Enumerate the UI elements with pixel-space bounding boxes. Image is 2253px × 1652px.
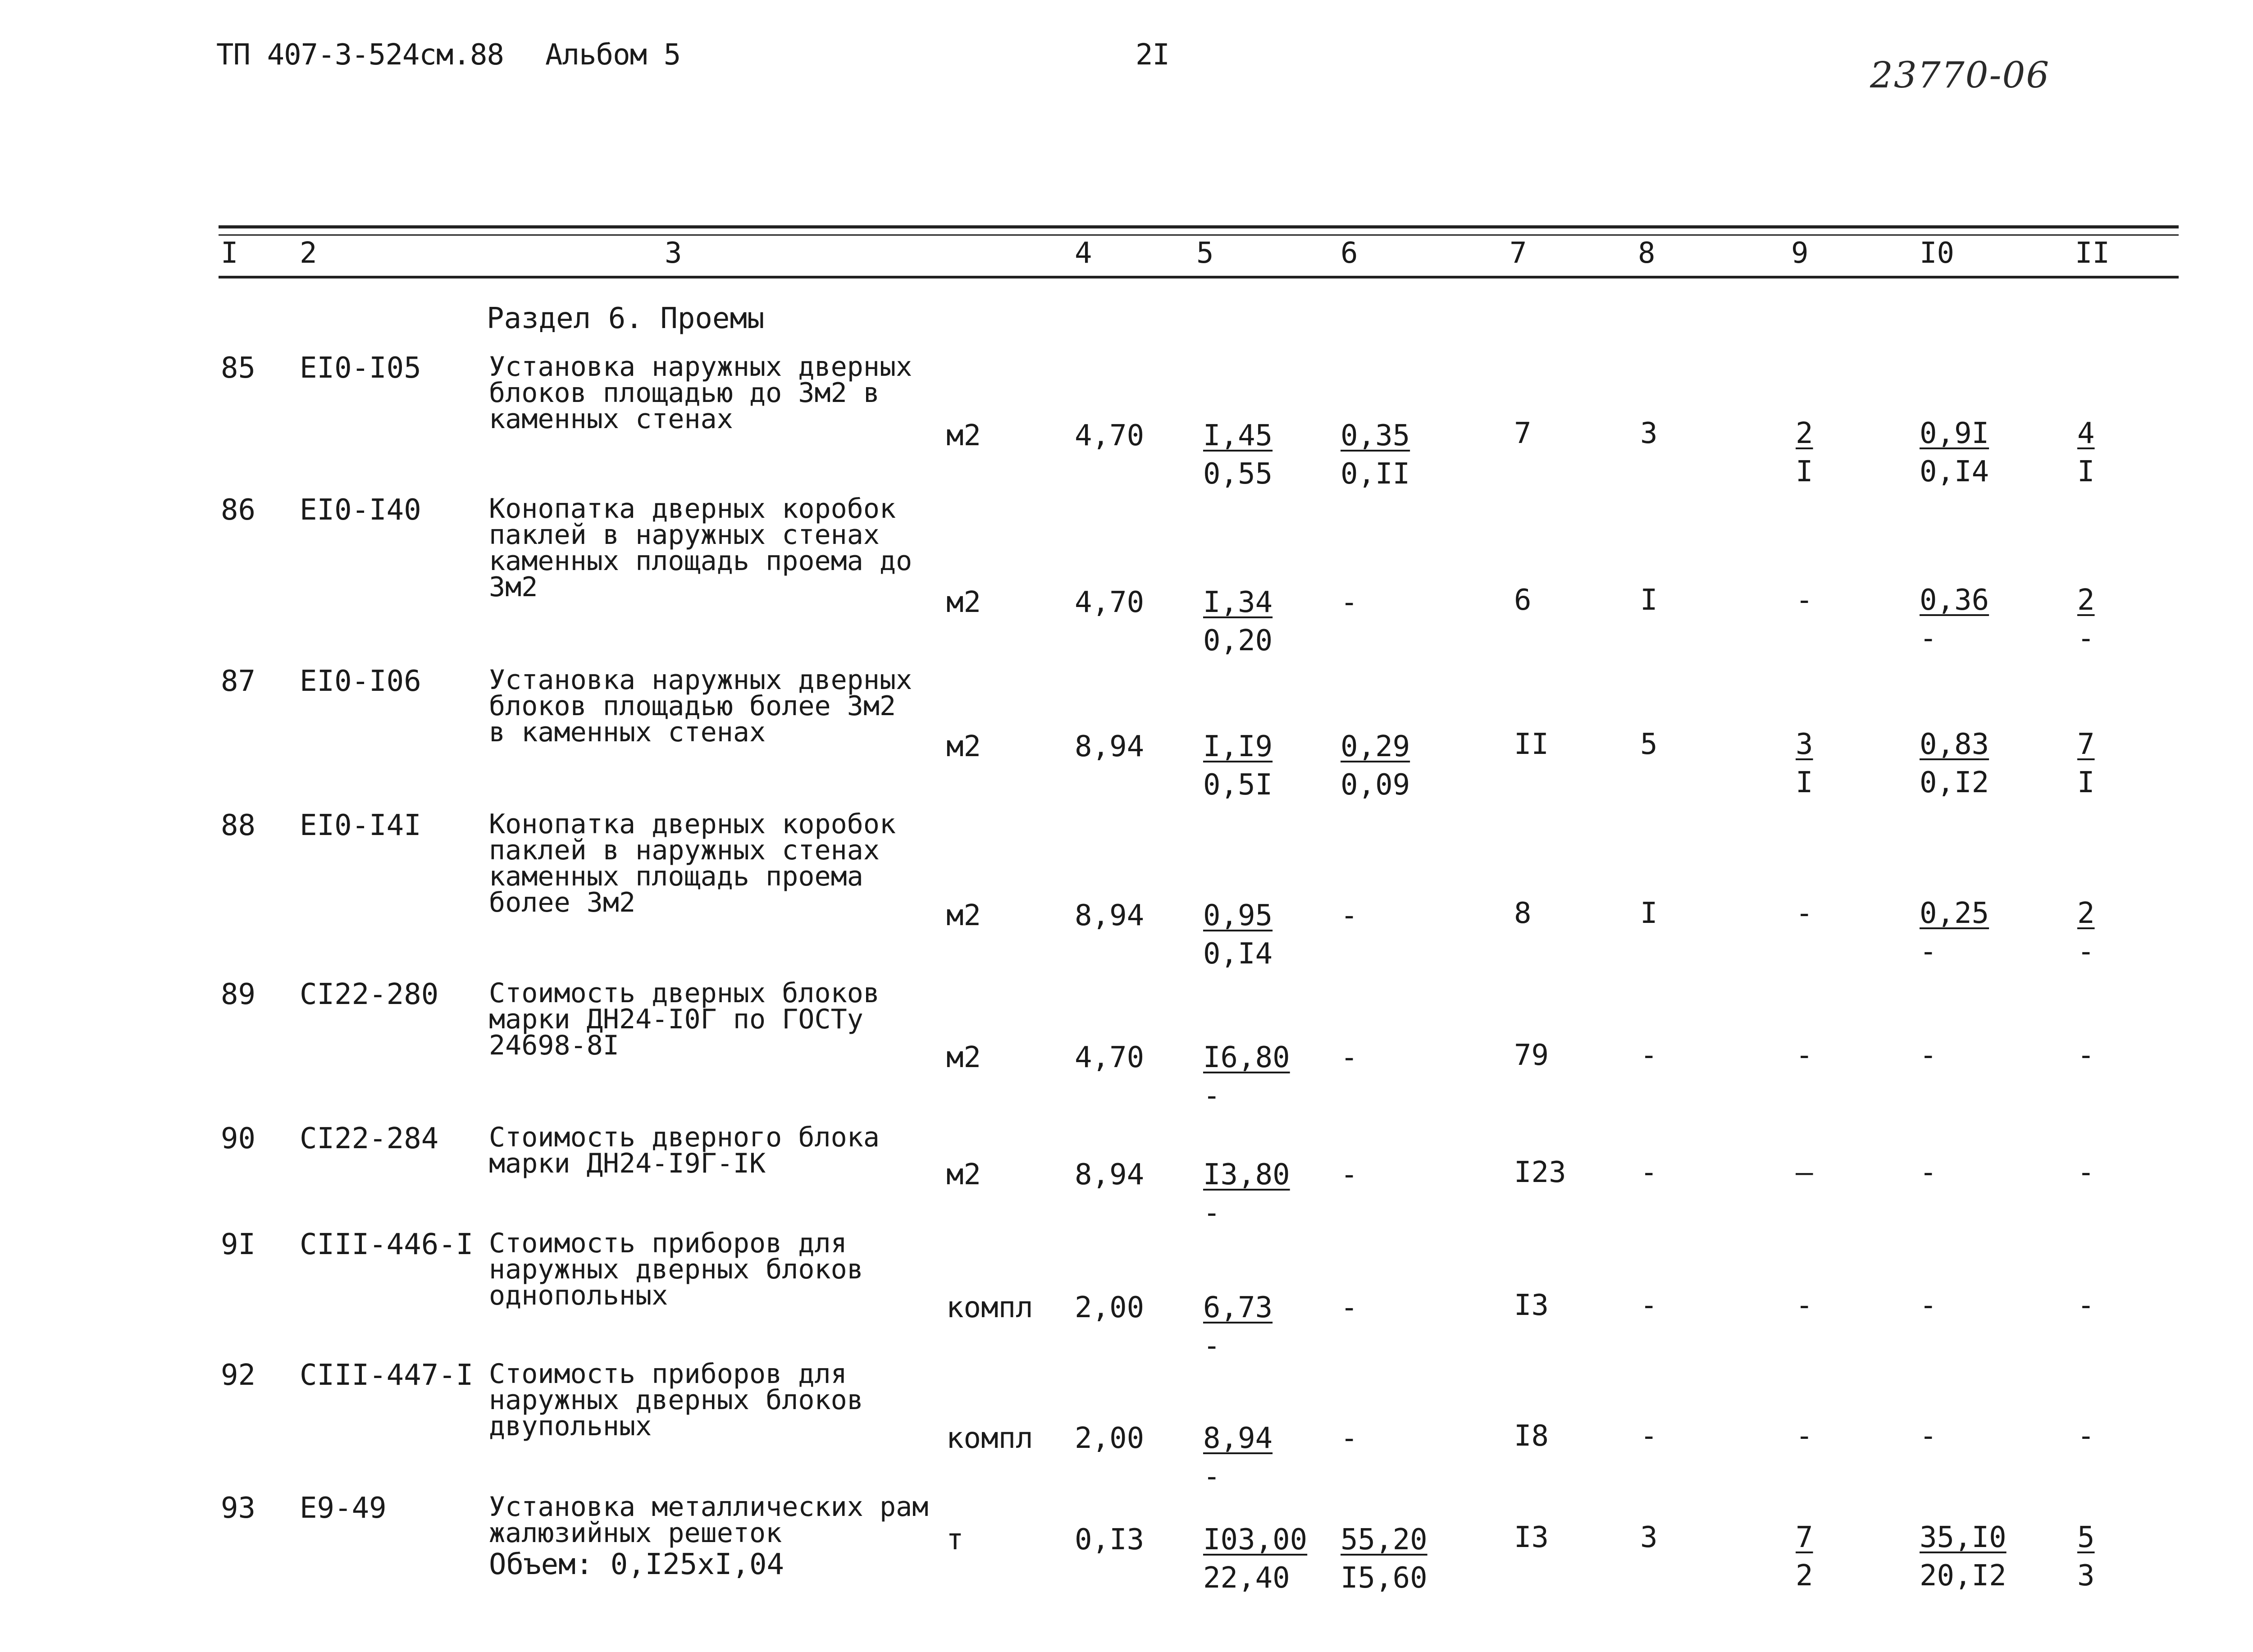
col10-top: 0,83 (1920, 728, 1989, 761)
col8-value: 3 (1640, 1521, 1658, 1554)
work-description-line: Установка металлических рам (489, 1491, 929, 1523)
quantity: 2,00 (1075, 1422, 1145, 1455)
col5-top: I3,80 (1203, 1158, 1290, 1191)
col11-bottom: I (2077, 455, 2095, 488)
work-description-line: Установка наружных дверных (489, 351, 912, 383)
col8-value: - (1640, 1419, 1658, 1453)
col11-top: - (2077, 1419, 2095, 1453)
col9-top: 7 (1796, 1521, 1813, 1554)
work-description-line: в каменных стенах (489, 716, 766, 748)
col11-top: - (2077, 1156, 2095, 1189)
rate-code: CIII-447-I (300, 1359, 474, 1392)
col6-bottom: I5,60 (1341, 1561, 1428, 1595)
col7-value: 8 (1514, 897, 1532, 930)
unit-of-measure: компл (946, 1291, 1033, 1324)
unit-of-measure: м2 (946, 899, 981, 932)
work-description-line: блоков площадью более 3м2 (489, 690, 896, 722)
col9-top: - (1796, 584, 1813, 617)
col6-top: - (1341, 1158, 1358, 1191)
col9-bottom: 2 (1796, 1559, 1813, 1593)
work-description-line: Стоимость приборов для (489, 1228, 847, 1259)
col5-top: I,I9 (1203, 730, 1273, 763)
col9-top: - (1796, 1039, 1813, 1072)
work-description-line: каменных стенах (489, 403, 733, 435)
page-number: 2I (1136, 38, 1170, 72)
col7-value: 7 (1514, 417, 1532, 450)
col10-top: - (1920, 1156, 1937, 1189)
quantity: 4,70 (1075, 586, 1145, 619)
column-header-7: 7 (1510, 237, 1527, 270)
quantity: 4,70 (1075, 419, 1145, 452)
row-number: 9I (221, 1228, 256, 1261)
column-header-1: I (221, 237, 238, 270)
col9-bottom: I (1796, 455, 1813, 488)
col8-value: 3 (1640, 417, 1658, 450)
work-description-line: наружных дверных блоков (489, 1384, 863, 1416)
col10-top: 0,9I (1920, 417, 1989, 450)
col11-bottom: I (2077, 766, 2095, 799)
table-top-rule (219, 225, 2179, 228)
col9-top: 3 (1796, 728, 1813, 761)
rate-code: EI0-I06 (300, 665, 421, 698)
col5-bottom: 0,20 (1203, 624, 1273, 657)
work-description-line: 3м2 (489, 571, 538, 603)
work-description-line: двупольных (489, 1410, 652, 1442)
col10-top: - (1920, 1289, 1937, 1322)
col5-top: 0,95 (1203, 899, 1273, 932)
col6-top: 55,20 (1341, 1523, 1428, 1556)
work-description-line: марки ДН24-I0Г по ГОСТу (489, 1004, 863, 1035)
col7-value: 6 (1514, 584, 1532, 617)
col6-top: - (1341, 1291, 1358, 1324)
col5-top: 6,73 (1203, 1291, 1273, 1324)
col11-top: 2 (2077, 584, 2095, 617)
col6-top: - (1341, 586, 1358, 619)
rate-code: EI0-I40 (300, 493, 421, 527)
col7-value: I3 (1514, 1289, 1549, 1322)
column-header-10: I0 (1920, 237, 1955, 270)
rate-code: EI0-I4I (300, 809, 421, 842)
col9-top: 2 (1796, 417, 1813, 450)
column-header-6: 6 (1341, 237, 1358, 270)
col11-top: 2 (2077, 897, 2095, 930)
work-description-line: жалюзийных решеток (489, 1517, 782, 1549)
work-description-line: Стоимость дверного блока (489, 1122, 880, 1153)
work-description-line: 24698-8I (489, 1030, 619, 1061)
col9-top: - (1796, 1419, 1813, 1453)
col7-value: 79 (1514, 1039, 1549, 1072)
album-label: Альбом 5 (545, 38, 681, 72)
header-bottom-rule (219, 276, 2179, 278)
work-description-line: паклей в наружных стенах (489, 835, 880, 866)
col9-top: - (1796, 1289, 1813, 1322)
col11-top: - (2077, 1039, 2095, 1072)
quantity: 8,94 (1075, 899, 1145, 932)
col5-bottom: 22,40 (1203, 1561, 1290, 1595)
col9-top: — (1796, 1156, 1813, 1189)
col11-top: - (2077, 1289, 2095, 1322)
col5-bottom: 0,I4 (1203, 937, 1273, 971)
work-description-line: каменных площадь проема (489, 861, 863, 892)
col11-bottom: 3 (2077, 1559, 2095, 1593)
column-header-8: 8 (1638, 237, 1656, 270)
unit-of-measure: т (946, 1523, 964, 1556)
column-header-5: 5 (1196, 237, 1214, 270)
row-number: 89 (221, 978, 256, 1011)
unit-of-measure: м2 (946, 1158, 981, 1191)
work-description-line: паклей в наружных стенах (489, 519, 880, 551)
work-description-line: Стоимость приборов для (489, 1358, 847, 1390)
column-header-2: 2 (300, 237, 317, 270)
col5-top: I,34 (1203, 586, 1273, 619)
work-description-line: каменных площадь проема до (489, 545, 912, 577)
work-description-line: наружных дверных блоков (489, 1254, 863, 1285)
col5-top: I6,80 (1203, 1041, 1290, 1074)
col10-top: 0,25 (1920, 897, 1989, 930)
col7-value: II (1514, 728, 1549, 761)
column-header-11: II (2075, 237, 2110, 270)
rate-code: EI0-I05 (300, 351, 421, 385)
rate-code: CIII-446-I (300, 1228, 474, 1261)
col10-top: 35,I0 (1920, 1521, 2007, 1554)
row-number: 85 (221, 351, 256, 385)
col10-bottom: 0,I2 (1920, 766, 1989, 799)
col11-top: 4 (2077, 417, 2095, 450)
unit-of-measure: м2 (946, 1041, 981, 1074)
col5-top: I03,00 (1203, 1523, 1308, 1556)
unit-of-measure: м2 (946, 419, 981, 452)
work-description-line: Установка наружных дверных (489, 664, 912, 696)
column-header-4: 4 (1075, 237, 1092, 270)
col8-value: I (1640, 584, 1658, 617)
col11-bottom: - (2077, 935, 2095, 968)
col8-value: 5 (1640, 728, 1658, 761)
col5-bottom: 0,55 (1203, 457, 1273, 491)
col11-bottom: - (2077, 622, 2095, 655)
col9-top: - (1796, 897, 1813, 930)
col8-value: - (1640, 1156, 1658, 1189)
col5-bottom: 0,5I (1203, 768, 1273, 802)
col7-value: I3 (1514, 1521, 1549, 1554)
section-title: Раздел 6. Проемы (487, 302, 765, 335)
row-number: 92 (221, 1359, 256, 1392)
column-header-9: 9 (1791, 237, 1809, 270)
col5-top: I,45 (1203, 419, 1273, 452)
work-description-line: Конопатка дверных коробок (489, 493, 896, 525)
work-description-line: однопольных (489, 1280, 668, 1311)
quantity: 8,94 (1075, 1158, 1145, 1191)
col10-top: - (1920, 1419, 1937, 1453)
col10-bottom: 20,I2 (1920, 1559, 2007, 1593)
quantity: 8,94 (1075, 730, 1145, 763)
col10-top: - (1920, 1039, 1937, 1072)
unit-of-measure: м2 (946, 586, 981, 619)
col5-bottom: - (1203, 1460, 1221, 1493)
col7-value: I23 (1514, 1156, 1566, 1189)
col5-bottom: - (1203, 1079, 1221, 1113)
col9-bottom: I (1796, 766, 1813, 799)
rate-code: CI22-284 (300, 1122, 439, 1155)
work-description-line: Конопатка дверных коробок (489, 808, 896, 840)
col11-top: 5 (2077, 1521, 2095, 1554)
col6-bottom: 0,09 (1341, 768, 1410, 802)
col6-top: - (1341, 1041, 1358, 1074)
row-number: 90 (221, 1122, 256, 1155)
column-header-3: 3 (665, 237, 682, 270)
col6-top: 0,29 (1341, 730, 1410, 763)
volume-note: Объем: 0,I25xI,04 (489, 1548, 784, 1581)
work-description-line: марки ДН24-I9Г-IК (489, 1148, 766, 1179)
table-top-rule-thin (219, 234, 2179, 236)
col10-bottom: - (1920, 935, 1937, 968)
quantity: 4,70 (1075, 1041, 1145, 1074)
row-number: 93 (221, 1492, 256, 1525)
row-number: 88 (221, 809, 256, 842)
col6-bottom: 0,II (1341, 457, 1410, 491)
rate-code: CI22-280 (300, 978, 439, 1011)
quantity: 0,I3 (1075, 1523, 1145, 1556)
unit-of-measure: м2 (946, 730, 981, 763)
col7-value: I8 (1514, 1419, 1549, 1453)
work-description-line: Стоимость дверных блоков (489, 977, 880, 1009)
row-number: 87 (221, 665, 256, 698)
col8-value: - (1640, 1289, 1658, 1322)
document-code: ТП 407-3-524см.88 (216, 38, 504, 72)
col11-top: 7 (2077, 728, 2095, 761)
col8-value: I (1640, 897, 1658, 930)
col5-top: 8,94 (1203, 1422, 1273, 1455)
handwritten-sheet-number: 23770-06 (1870, 54, 2050, 96)
col10-bottom: - (1920, 622, 1937, 655)
col5-bottom: - (1203, 1196, 1221, 1230)
col6-top: 0,35 (1341, 419, 1410, 452)
col6-top: - (1341, 1422, 1358, 1455)
work-description-line: более 3м2 (489, 887, 636, 918)
row-number: 86 (221, 493, 256, 527)
work-description-line: блоков площадью до 3м2 в (489, 377, 880, 409)
col5-bottom: - (1203, 1329, 1221, 1363)
col10-top: 0,36 (1920, 584, 1989, 617)
col8-value: - (1640, 1039, 1658, 1072)
quantity: 2,00 (1075, 1291, 1145, 1324)
col6-top: - (1341, 899, 1358, 932)
unit-of-measure: компл (946, 1422, 1033, 1455)
rate-code: E9-49 (300, 1492, 387, 1525)
col10-bottom: 0,I4 (1920, 455, 1989, 488)
